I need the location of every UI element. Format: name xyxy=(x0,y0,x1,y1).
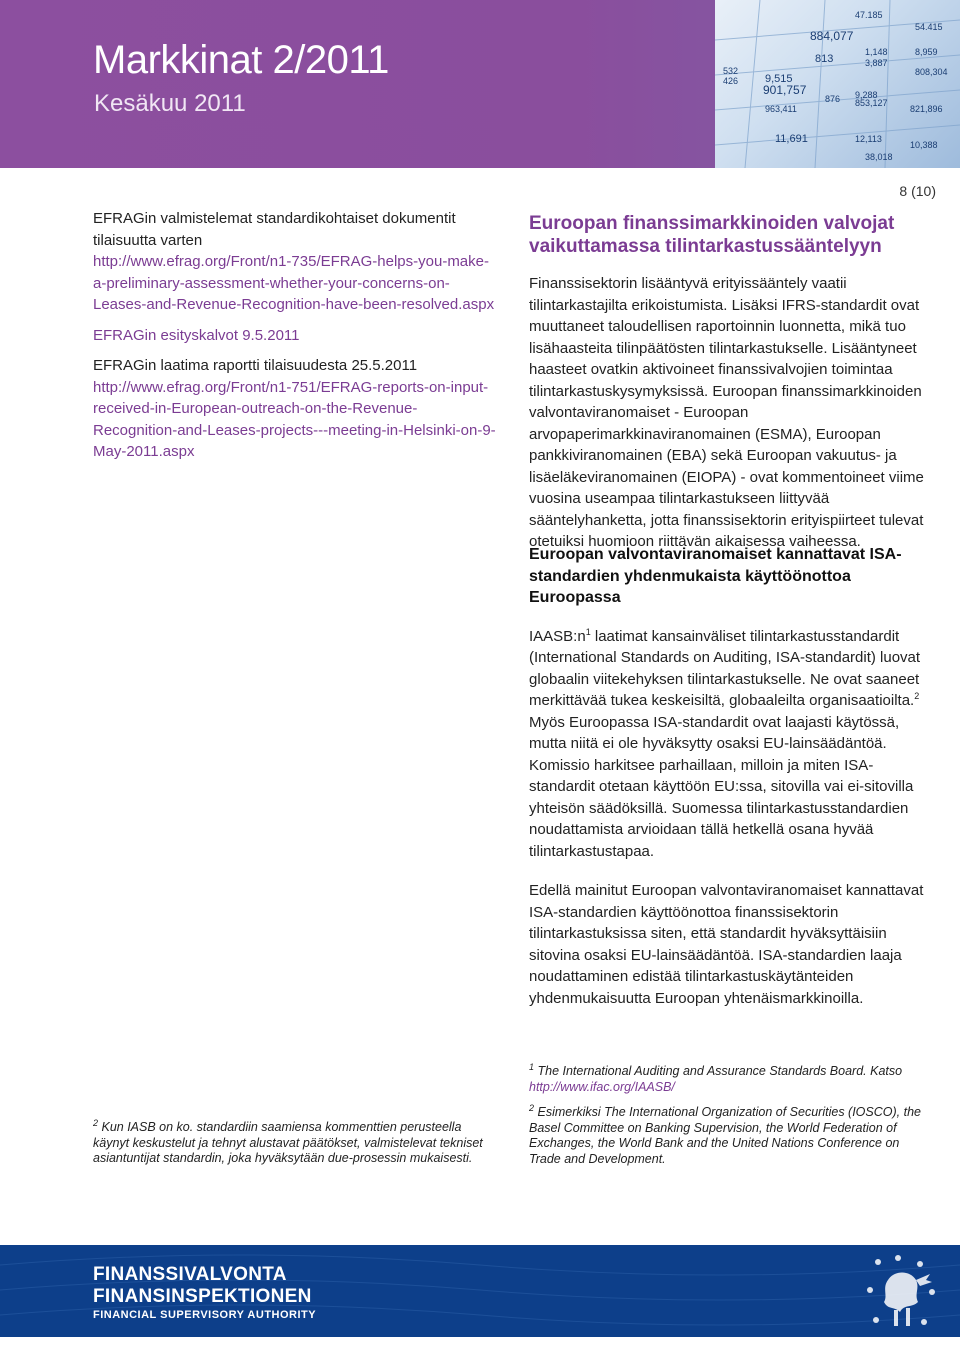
footnote-number: 1 xyxy=(529,1061,535,1072)
svg-text:8,959: 8,959 xyxy=(915,47,938,57)
efrag-slides-link[interactable]: EFRAGin esityskalvot 9.5.2011 xyxy=(93,326,300,344)
financial-numbers-icon xyxy=(715,0,960,168)
efrag-documents-paragraph xyxy=(93,208,498,316)
isa-paragraph-1 xyxy=(529,626,929,863)
footnote-text: The International Auditing and Assurance Standards Board. Katso xyxy=(534,1064,903,1078)
isa-text-c: Myös Euroopassa ISA-standardit ovat laajasti käytössä, mutta niitä ei ole hyväksytty osaksi EU-lainsäädäntöä. Komissio harkitsee parhaillaan, milloin ja miten ISA-standardit otetaan käyttöön EU:ssa, sitovilla vai ei-sitovilla yhteisön säädöksillä. Suomessa tilintarkastusstandardien noudattamista arvioidaan tällä hetkellä osana hyvää tilintarkastustapaa. xyxy=(529,713,914,860)
efrag-documents-text: EFRAGin valmistelemat standardikohtaiset dokumentit tilaisuutta varten xyxy=(93,210,456,249)
svg-text:901,757: 901,757 xyxy=(763,83,807,97)
page-subtitle: Kesäkuu 2011 xyxy=(94,90,246,117)
financial-numbers-image xyxy=(715,0,960,168)
svg-text:821,896: 821,896 xyxy=(910,104,943,114)
brand-line-3: FINANCIAL SUPERVISORY AUTHORITY xyxy=(93,1309,317,1321)
efrag-documents-link[interactable]: http://www.efrag.org/Front/n1-735/EFRAG-helps-you-make-a-preliminary-assessment-whether-your-concerns-on-Leases-and-Revenue-Recognition-have-been-resolved.aspx xyxy=(93,253,495,313)
efrag-slides-paragraph xyxy=(93,325,498,347)
brand-logo xyxy=(93,1264,316,1322)
footnote-ref-2: 2 xyxy=(914,691,920,701)
svg-text:532: 532 xyxy=(723,66,739,76)
brand-line-1: FINANSSIVALVONTA xyxy=(93,1264,287,1285)
section-heading: Euroopan valvontaviranomaiset kannattavat ISA-standardien yhdenmukaista käyttöönottoa Euroopassa xyxy=(529,546,902,606)
svg-text:9,288: 9,288 xyxy=(855,90,878,100)
svg-text:426: 426 xyxy=(723,76,739,86)
footnote-left xyxy=(93,1117,498,1167)
svg-text:853,127: 853,127 xyxy=(855,98,888,108)
section-body: Finanssisektorin lisääntyvä erityissääntely vaatii tilintarkastajilta erikoistumista. Lisäksi IFRS-standardit ovat muuttaneet taloudellisen raportoinnin luonnetta, mikä tuo lisähaasteita tilinpäätösten tilintarkastukselle. Lisääntyneet haasteet ovatkin aktivoineet finanssivalvojien toimintaa tilintarkastuskysymyksissä. Euroopan finanssimarkkinoiden valvontaviranomaiset - Euroopan arvopaperimarkkinaviranomainen (ESMA), Euroopan pankkiviranomainen (EBA) sekä Euroopan vakuutus- ja lisäeläkeviranomainen (EIOPA) - ovat kommentoineet viime vuosina useampaa tilintarkastukseen liittyvää sääntelyhanketta, jotta finanssisektorin erityispiirteet tulevat otetuiksi huomioon riittävän aikaisessa vaiheessa. xyxy=(529,275,924,550)
isa-text-b: laatimat kansainväliset tilintarkastusstandardit (International Standards on Auditing, ISA-standardit) luovat globaalin viitekehyksen tilintarkastukselle. Ne ovat saaneet merkittävää tukea keskeisiltä, globaaleilta organisaatioilta. xyxy=(529,627,921,709)
svg-text:38,018: 38,018 xyxy=(865,152,893,162)
svg-text:963,411: 963,411 xyxy=(765,104,797,114)
svg-text:10,388: 10,388 xyxy=(910,140,938,150)
footnote-text: Kun IASB on ko. standardiin saamiensa kommenttien perusteella käynyt keskustelut ja tehnyt alustavat päätökset, valmistelevat tekniset asiantuntijat standardin, joka hyväksytään due-prosessin mukaisesti. xyxy=(93,1120,483,1165)
left-column xyxy=(93,208,498,472)
svg-text:9,515: 9,515 xyxy=(765,73,793,85)
svg-text:813: 813 xyxy=(815,53,834,65)
footnote-text: Esimerkiksi The International Organization of Securities (IOSCO), the Basel Committee on Banking Supervision, the World Federation of Exchanges, the World Bank and the United Nations Conference on Trade and Development. xyxy=(529,1105,921,1166)
svg-text:1,148: 1,148 xyxy=(865,47,888,57)
footnote-number: 2 xyxy=(529,1102,535,1113)
iaasb-link[interactable]: http://www.ifac.org/IAASB/ xyxy=(529,1079,675,1094)
svg-text:884,077: 884,077 xyxy=(810,29,854,43)
footnote-number: 2 xyxy=(93,1117,99,1128)
isa-text-a: IAASB:n xyxy=(529,627,586,645)
section-supervisors-audit xyxy=(529,212,929,553)
svg-text:47.185: 47.185 xyxy=(855,10,883,20)
brand-line-2: FINANSINSPEKTIONEN xyxy=(93,1286,312,1307)
svg-text:54.415: 54.415 xyxy=(915,22,943,32)
coat-of-arms-lion-icon xyxy=(858,1250,944,1336)
svg-text:876: 876 xyxy=(825,94,841,104)
footnote-ref-1: 1 xyxy=(585,626,591,637)
svg-text:3,887: 3,887 xyxy=(865,58,888,68)
efrag-report-text: EFRAGin laatima raportti tilaisuudesta 25.5.2011 xyxy=(93,357,418,374)
svg-text:12,113: 12,113 xyxy=(855,134,882,144)
section-heading: Euroopan finanssimarkkinoiden valvojat vaikuttamassa tilintarkastussääntelyyn xyxy=(529,213,895,257)
efrag-report-paragraph xyxy=(93,355,498,463)
footnotes-right xyxy=(529,1061,929,1177)
efrag-report-link[interactable]: http://www.efrag.org/Front/n1-751/EFRAG-reports-on-input-received-in-European-outreach-on-the-Revenue-Recognition-and-Leases-projects---meeting-in-Helsinki-on-9-May-2011.aspx xyxy=(93,378,496,460)
footnote-1 xyxy=(529,1061,929,1095)
isa-paragraph-2: Edellä mainitut Euroopan valvontaviranomaiset kannattavat ISA-standardien käyttöönottoa finanssisektorin tilintarkastuksissa siten, että standardit hyväksyttäisiin sitovina osaksi EU-lainsäädäntöä. ISA-standardien laaja noudattaminen edistää tilintarkastuskäytänteiden yhdenmukaisuutta Euroopan yhtenäismarkkinoilla. xyxy=(529,882,924,1007)
section-isa-standards xyxy=(529,544,929,1027)
page-title: Markkinat 2/2011 xyxy=(93,38,389,82)
svg-text:11,691: 11,691 xyxy=(775,133,808,145)
svg-text:808,304: 808,304 xyxy=(915,67,948,77)
page-number: 8 (10) xyxy=(899,183,936,199)
header-banner xyxy=(0,0,960,168)
footnote-2 xyxy=(529,1102,929,1167)
